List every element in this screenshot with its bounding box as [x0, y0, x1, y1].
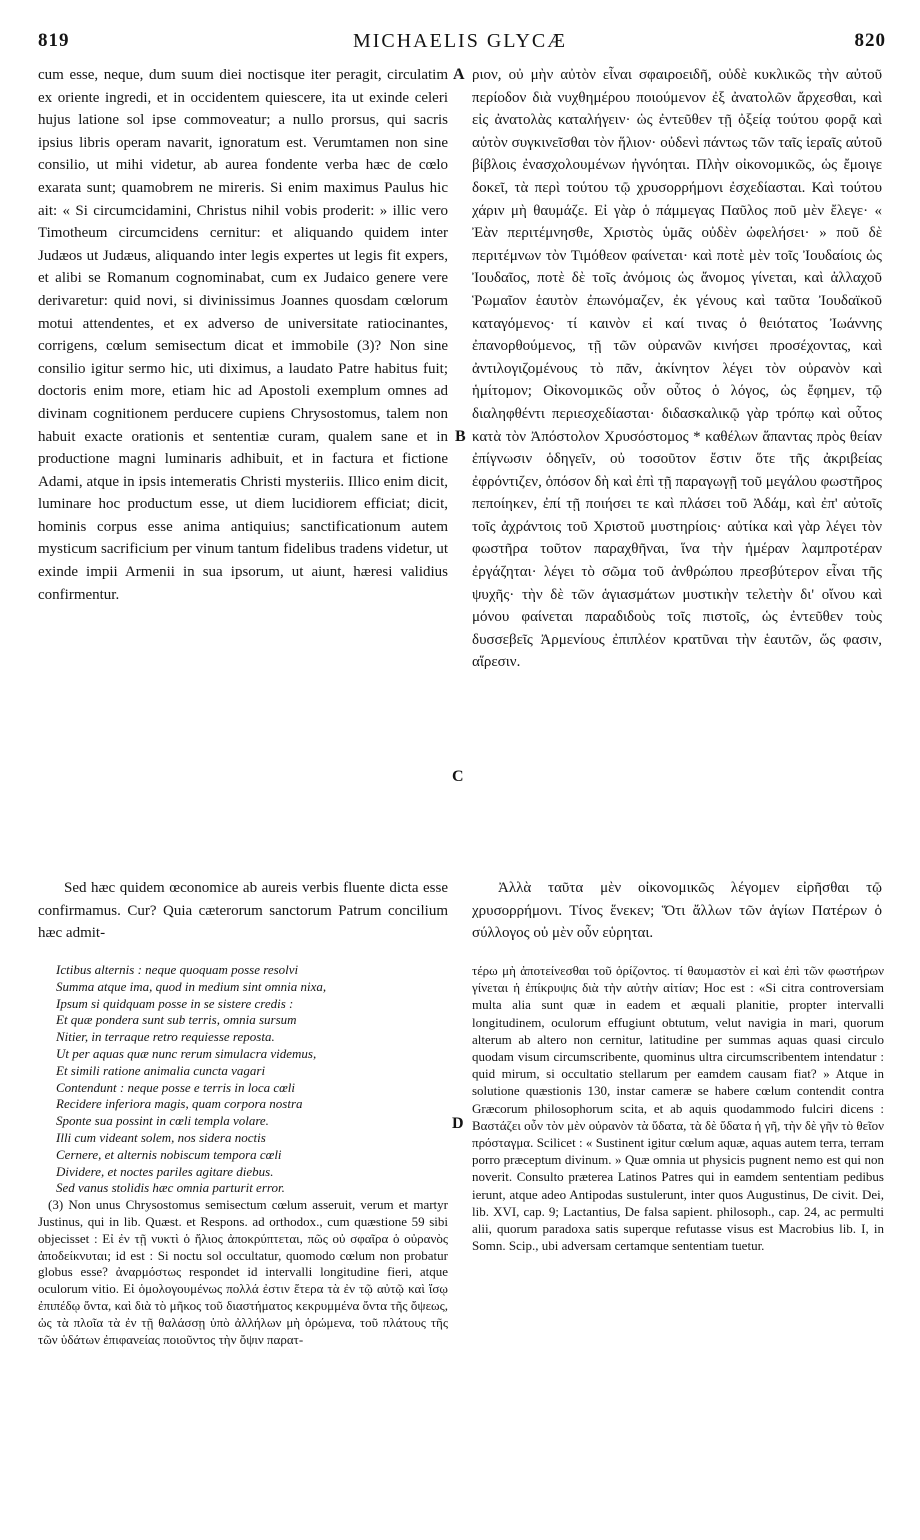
- page-number-left: 819: [38, 30, 70, 51]
- verse-line: Sed vanus stolidis hæc omnia parturit error.: [56, 1180, 285, 1196]
- greek-column-second: [472, 877, 882, 945]
- verse-line: Cernere, et alternis nobiscum tempora cœli: [56, 1146, 282, 1162]
- page-number-right: 820: [854, 30, 886, 51]
- footnote-continuation: τέρω μὴ ἀποτείνεσθαι τοῦ ὁρίζοντος. τί θαυμαστὸν εἰ καὶ ἐπὶ τῶν φωστήρων γίνεται ἡ ἐπίκρυψις διὰ τὴν αὐτὴν αἰτίαν; Hoc est : «Si citra controversiam multa alia sunt quæ in eadem et æquali planitie, propter intervalli longitudinem, oculorum effugiunt obtutum, velut navigia in mari, quorum alterum ab altero non cernitur, latitudine per summas aquas quasi circulo quodam visum circumscribente, quominus ultra circumscribentem intendatur : quid mirum, si occultatio stellarum per eamdem causam fiat? » Atque in solutione quæstionis 130, instar cameræ se habere cœlum contendit contra Græcorum philosophorum scita, et ab aquis quodammodo fulciri dicens : Βαστάζει οὖν τὸν μὲν οὐρανὸν τὰ ὕδατα, τὰ δὲ ὕδατα ἡ γῆ, τὴν δὲ γῆν τὸ θεῖον πρόσταγμα. Scilicet : « Sustinent igitur cœlum aquæ, aquas autem terra, terram porro præceptum divinum. » Quæ omnia ut physicis pugnent nemo est qui non noverit. Consulto præterea Latinos Patres qui in eamdem sententiam pedibus ierunt, atque adeo Antipodas sustulerunt, inter quos Augustinus, De civit. Dei, lib. XVI, cap. 9; Lactantius, De falsa sapient. philosoph., cap. 24, ac permulti alii, quorum paradoxa satis superque refutasse visus est Macrobius lib. I, in Somn. Scip., ubi adversam certamque sententiam tuetur.: [472, 963, 884, 1254]
- verse-line: Illi cum videant solem, nos sidera noctis: [56, 1129, 266, 1145]
- latin-column-second: [38, 877, 448, 945]
- verse-line: Contendunt : neque posse e terris in loca cœli: [56, 1079, 296, 1095]
- verse-line: Nitier, in terraque retro requiesse reposta.: [56, 1029, 275, 1045]
- verse-line: Summa atque ima, quod in medium sint omnia nixa,: [56, 978, 327, 994]
- margin-letter-d: D: [452, 1115, 464, 1132]
- footnotes-right: [472, 962, 884, 1254]
- greek-paragraph-second: Ἀλλὰ ταῦτα μὲν οἰκονομικῶς λέγομεν εἰρῆσθαι τῷ χρυσορρήμονι. Τίνος ἕνεκεν; Ὅτι ἄλλων τῶν ἁγίων Πατέρων ὁ σύλλογος οὐ μὲν οὖν εὑρηται.: [472, 880, 882, 942]
- margin-letter-a: A: [453, 66, 465, 83]
- verse-line: Ipsum si quidquam posse in se sistere credis :: [56, 995, 294, 1011]
- verse-line: Et quæ pondera sunt sub terris, omnia sursum: [56, 1012, 297, 1028]
- verse-line: Sponte sua possint in cœli templa volare.: [56, 1113, 269, 1129]
- verse-quotation: [38, 962, 448, 1197]
- margin-letter-b: B: [455, 428, 466, 445]
- running-title: MICHAELIS GLYCÆ: [352, 30, 568, 52]
- margin-letter-c: C: [452, 768, 464, 785]
- latin-paragraph-second: Sed hæc quidem œconomice ab aureis verbis fluente dicta esse confirmamus. Cur? Quia cæterorum sanctorum Patrum concilium hæc admit-: [38, 880, 448, 942]
- greek-paragraph-main: ριον, οὐ μὴν αὐτὸν εἶναι σφαιροειδῆ, οὐδὲ κυκλικῶς τὴν αὐτοῦ περίοδον διὰ νυχθημέρου ποιούμενον ἐξ ἀνατολῶν ἄρχεσθαι, καὶ εἰς ἀνατολὰς καταλήγειν· ὡς ἐντεῦθεν τῇ ὀξείᾳ τούτου φορᾷ καὶ αὐτὸν συγκινεῖσθαι τὸν ἥλιον· οὐδενὶ πάντως τῶν ταῖς ἱεραῖς αὐτοῦ βίβλοις ἐνασχολουμένων ἠγνόηται. Πλὴν οἰκονομικῶς, ὡς ἔμοιγε δοκεῖ, τὰ περὶ τούτου τῷ χρυσορρήμονι ἐσχεδίασται. Καὶ τούτου χάριν μὴ θαυμάζε. Εἰ γὰρ ὁ πάμμεγας Παῦλος ποῦ μὲν ἔλεγε· « Ἐὰν περιτέμνησθε, Χριστὸς ὑμᾶς οὐδὲν ὠφελήσει· » ποῦ δὲ περιτέμνων τὸν Τιμόθεον φαίνεται· καὶ ποτὲ μὲν τοῖς Ἰουδαίοις ὡς Ἰουδαῖος, ποτὲ δὲ τοῖς ἀνόμοις ὡς ἄνομος γίνεται, καὶ ἀλλαχοῦ Ῥωμαῖον ἑαυτὸν ἐπωνόμαζεν, ἐκ γένους καὶ ταῦτα Ἰουδαϊκοῦ καταγόμενος· τί καινὸν εἰ καί τινας ὁ θειότατος Ἰωάννης ἐπανορθούμενος, τῇ τῶν οὐρανῶν κινήσει προσέχοντας, καὶ ἀντιλογιζομένους τὸ πᾶν, ἀκίνητον λέγει τὸν οὐρανὸν καὶ ἡμίτομον; Οἰκονομικῶς οὖν οὗτος ὁ λόγος, ὡς ἔφημεν, τῷ διαληφθέντι περιεσχεδίασται· διδασκαλικῷ γὰρ τρόπῳ καὶ οὗτος κατὰ τὸν Ἀπόστολον Χρυσόστομος * καθέλων ἅπαντας πρὸς θείαν ἐπίγνωσιν ὁδηγεῖν, οὐ τοσοῦτον ἔστιν ὅτε τῆς ἀκριβείας ἐφρόντιζεν, ὁπόσον δὴ καὶ ἐπὶ τῇ παραγωγῇ τοῦ μεγάλου φωστῆρος πεποίηκεν, ἐπί τῇ ποιήσει τε καὶ πλάσει τοῦ Ἀδάμ, καὶ ἐπ' αὐτοῖς τοῖς ἀχράντοις τοῦ Χριστοῦ μυστηρίοις· αὐτίκα καὶ γὰρ λέγει τὸν φωστῆρα τοῦτον παραχθῆναι, ἵνα τὴν ἡμέραν λαμπροτέραν ἐργάζηται· λέγει τὸ σῶμα τοῦ ἀνθρώπου πρεσβύτερον εἶναι τῆς ψυχῆς· τὴν δὲ τῶν ἁγιασμάτων μυστικὴν τελετὴν δι' οἴνου καὶ μόνου φαίνεται παραδιδοὺς τοῖς πιστοῖς, ὡς ἐντεῦθεν τοὺς δυσσεβεῖς Ἀρμενίους ἐπιπλέον κρατῦναι τὴν ἑαυτῶν, ὥς φασιν, αἵρεσιν.: [472, 67, 882, 671]
- latin-paragraph-main: cum esse, neque, dum suum diei noctisque iter peragit, circulatim ex oriente ingredi, et in occidentem quiescere, ita ut exinde celeri hujus latione sol ipse commoveatur; a nullo prorsus, qui sacris ipsius libris operam navarit, ignoratum est. Verumtamen non sine consilio, ut mihi videtur, ab aurea fondente verba hæc de cœlo exarata sunt; quamobrem ne mireris. Si enim maximus Paulus hic ait: « Si circumcidamini, Christus nihil vobis proderit: » illic vero Timotheum circumcidens cernitur: et aliquando quidem inter Judæos ut Judæus, aliquando inter legis expertes ut legis fit expers, et alibi se Romanum cognominabat, cum ex Judaico genere vere derivaretur: quid novi, si divinissimus Joannes quosdam cœlorum motui attendentes, et ex adverso de universitate ratiocinantes, corrigens, cœlum semisectum dicat et immobile (3)? Non sine consilio igitur sermo hic, uti diximus, a laudato Patre habitus fuit; doctoris enim more, etiam hic ad Apostoli exemplum omnes ad divinam cognitionem perducere cupiens Chrysostomus, talem non habuit exacte orationis et sententiæ curam, qualem sane et in productione magni luminaris adhibuit, et in factura et fictione Adami, atque in ipsis intemeratis Christi mysteriis. Illico enim dicit, luminare hoc productum esse, ut diem lucidiorem efficiat; dicit, hominis corpus esse anima antiquius; sanctificationum autem mysticum sacrificium per vinum tantum fidelibus tradens videtur, ut exinde impii Armenii in sua ipsorum, ut aiunt, hæresi validius confirmentur.: [38, 67, 448, 603]
- verse-line: Ut per aquas quæ nunc rerum simulacra videmus,: [56, 1045, 317, 1061]
- footnotes-left: [38, 962, 448, 1348]
- footnote-3: (3) Non unus Chrysostomus semisectum cœlum asseruit, verum et martyr Justinus, qui in lib. Quæst. et Respons. ad orthodox., cum quæstione 59 sibi objecisset : Εἰ ἐν τῇ νυκτὶ ὁ ἥλιος ἀποκρύπτεται, πῶς οὐ σφαῖρα ὁ οὐρανὸς ἀποδείκνυται; id est : Si noctu sol occultatur, quomodo cœlum non probatur globus esse? ἀναρμόστως respondet id intervalli longitudine fieri, atque oculorum vitio. Εἰ ὁμολογουμένως πολλά ἐστιν ἕτερα τὰ ἐν τῷ αὐτῷ καὶ ἴσῳ ἐπιπέδῳ ὄντα, καὶ διὰ τὸ μῆκος τοῦ διαστήματος κεκρυμμένα ὄντα τῆς ὄψεως, ὡς τὰ πλοῖα τὰ ἐν τῇ θαλάσσῃ ὑπὸ ἀλλήλων μὴ ὁρώμενα, τοῦ πλάτους τῆς τῶν ὑδάτων ἐπιφανείας ποιοῦντος τὴν ὄψιν παρατ-: [38, 1197, 448, 1347]
- latin-column-main: [38, 64, 448, 606]
- verse-line: Et simili ratione animalia cuncta vagari: [56, 1062, 266, 1078]
- greek-column-main: [472, 64, 882, 674]
- verse-line: Recidere inferiora magis, quam corpora nostra: [56, 1096, 303, 1112]
- verse-line: Dividere, et noctes pariles agitare diebus.: [56, 1163, 274, 1179]
- verse-line: Ictibus alternis : neque quoquam posse resolvi: [56, 962, 299, 977]
